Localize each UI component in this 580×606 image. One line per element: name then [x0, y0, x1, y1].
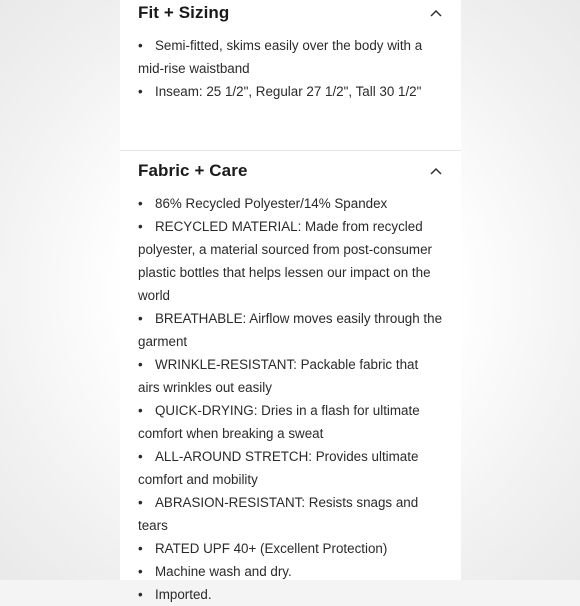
- list-item-text: WRINKLE-RESISTANT: Packable fabric that airs wrinkles out easily: [138, 357, 419, 395]
- list-item: [138, 491, 443, 537]
- list-item: [138, 537, 443, 560]
- list-item: [138, 560, 443, 583]
- product-details-panel: [120, 0, 461, 602]
- fit-sizing-section: [120, 0, 461, 150]
- list-item: [138, 445, 443, 491]
- bullet-icon: •: [138, 564, 143, 579]
- list-item-text: Imported.: [155, 587, 212, 602]
- list-item-text: Semi-fitted, skims easily over the body with a mid-rise waistband: [138, 38, 423, 76]
- bullet-icon: •: [138, 541, 143, 556]
- fit-sizing-list: [138, 34, 443, 103]
- bullet-icon: •: [138, 403, 143, 418]
- list-item: [138, 34, 443, 80]
- fabric-care-title: Fabric + Care: [138, 161, 248, 180]
- list-item-text: RATED UPF 40+ (Excellent Protection): [155, 541, 388, 556]
- bullet-icon: •: [138, 587, 143, 602]
- bullet-icon: •: [138, 38, 143, 53]
- list-item-text: ALL-AROUND STRETCH: Provides ultimate comfort and mobility: [138, 449, 419, 487]
- bullet-icon: •: [138, 357, 143, 372]
- list-item: [138, 215, 443, 307]
- list-item-text: ABRASION-RESISTANT: Resists snags and tears: [138, 495, 419, 533]
- list-item: [138, 399, 443, 445]
- bullet-icon: •: [138, 196, 143, 211]
- list-item: [138, 583, 443, 606]
- bullet-icon: •: [138, 84, 143, 99]
- fit-sizing-header[interactable]: [138, 0, 443, 28]
- bullet-icon: •: [138, 311, 143, 326]
- chevron-up-icon[interactable]: [429, 6, 443, 20]
- list-item-text: 86% Recycled Polyester/14% Spandex: [155, 196, 388, 211]
- list-item: [138, 307, 443, 353]
- list-item-text: Machine wash and dry.: [155, 564, 292, 579]
- fabric-care-header[interactable]: [138, 156, 443, 186]
- list-item-text: RECYCLED MATERIAL: Made from recycled polyester, a material sourced from post-consumer plastic bottles that helps lessen our impact on the world: [138, 219, 432, 303]
- chevron-up-icon[interactable]: [429, 164, 443, 178]
- fabric-care-list: [138, 192, 443, 606]
- fabric-care-section: [120, 150, 461, 602]
- list-item: [138, 353, 443, 399]
- bullet-icon: •: [138, 449, 143, 464]
- list-item-text: Inseam: 25 1/2", Regular 27 1/2", Tall 30 1/2": [155, 84, 422, 99]
- list-item: [138, 80, 443, 103]
- list-item-text: BREATHABLE: Airflow moves easily through the garment: [138, 311, 443, 349]
- bullet-icon: •: [138, 219, 143, 234]
- fit-sizing-title: Fit + Sizing: [138, 3, 230, 22]
- bullet-icon: •: [138, 495, 143, 510]
- list-item-text: QUICK-DRYING: Dries in a flash for ultimate comfort when breaking a sweat: [138, 403, 420, 441]
- list-item: [138, 192, 443, 215]
